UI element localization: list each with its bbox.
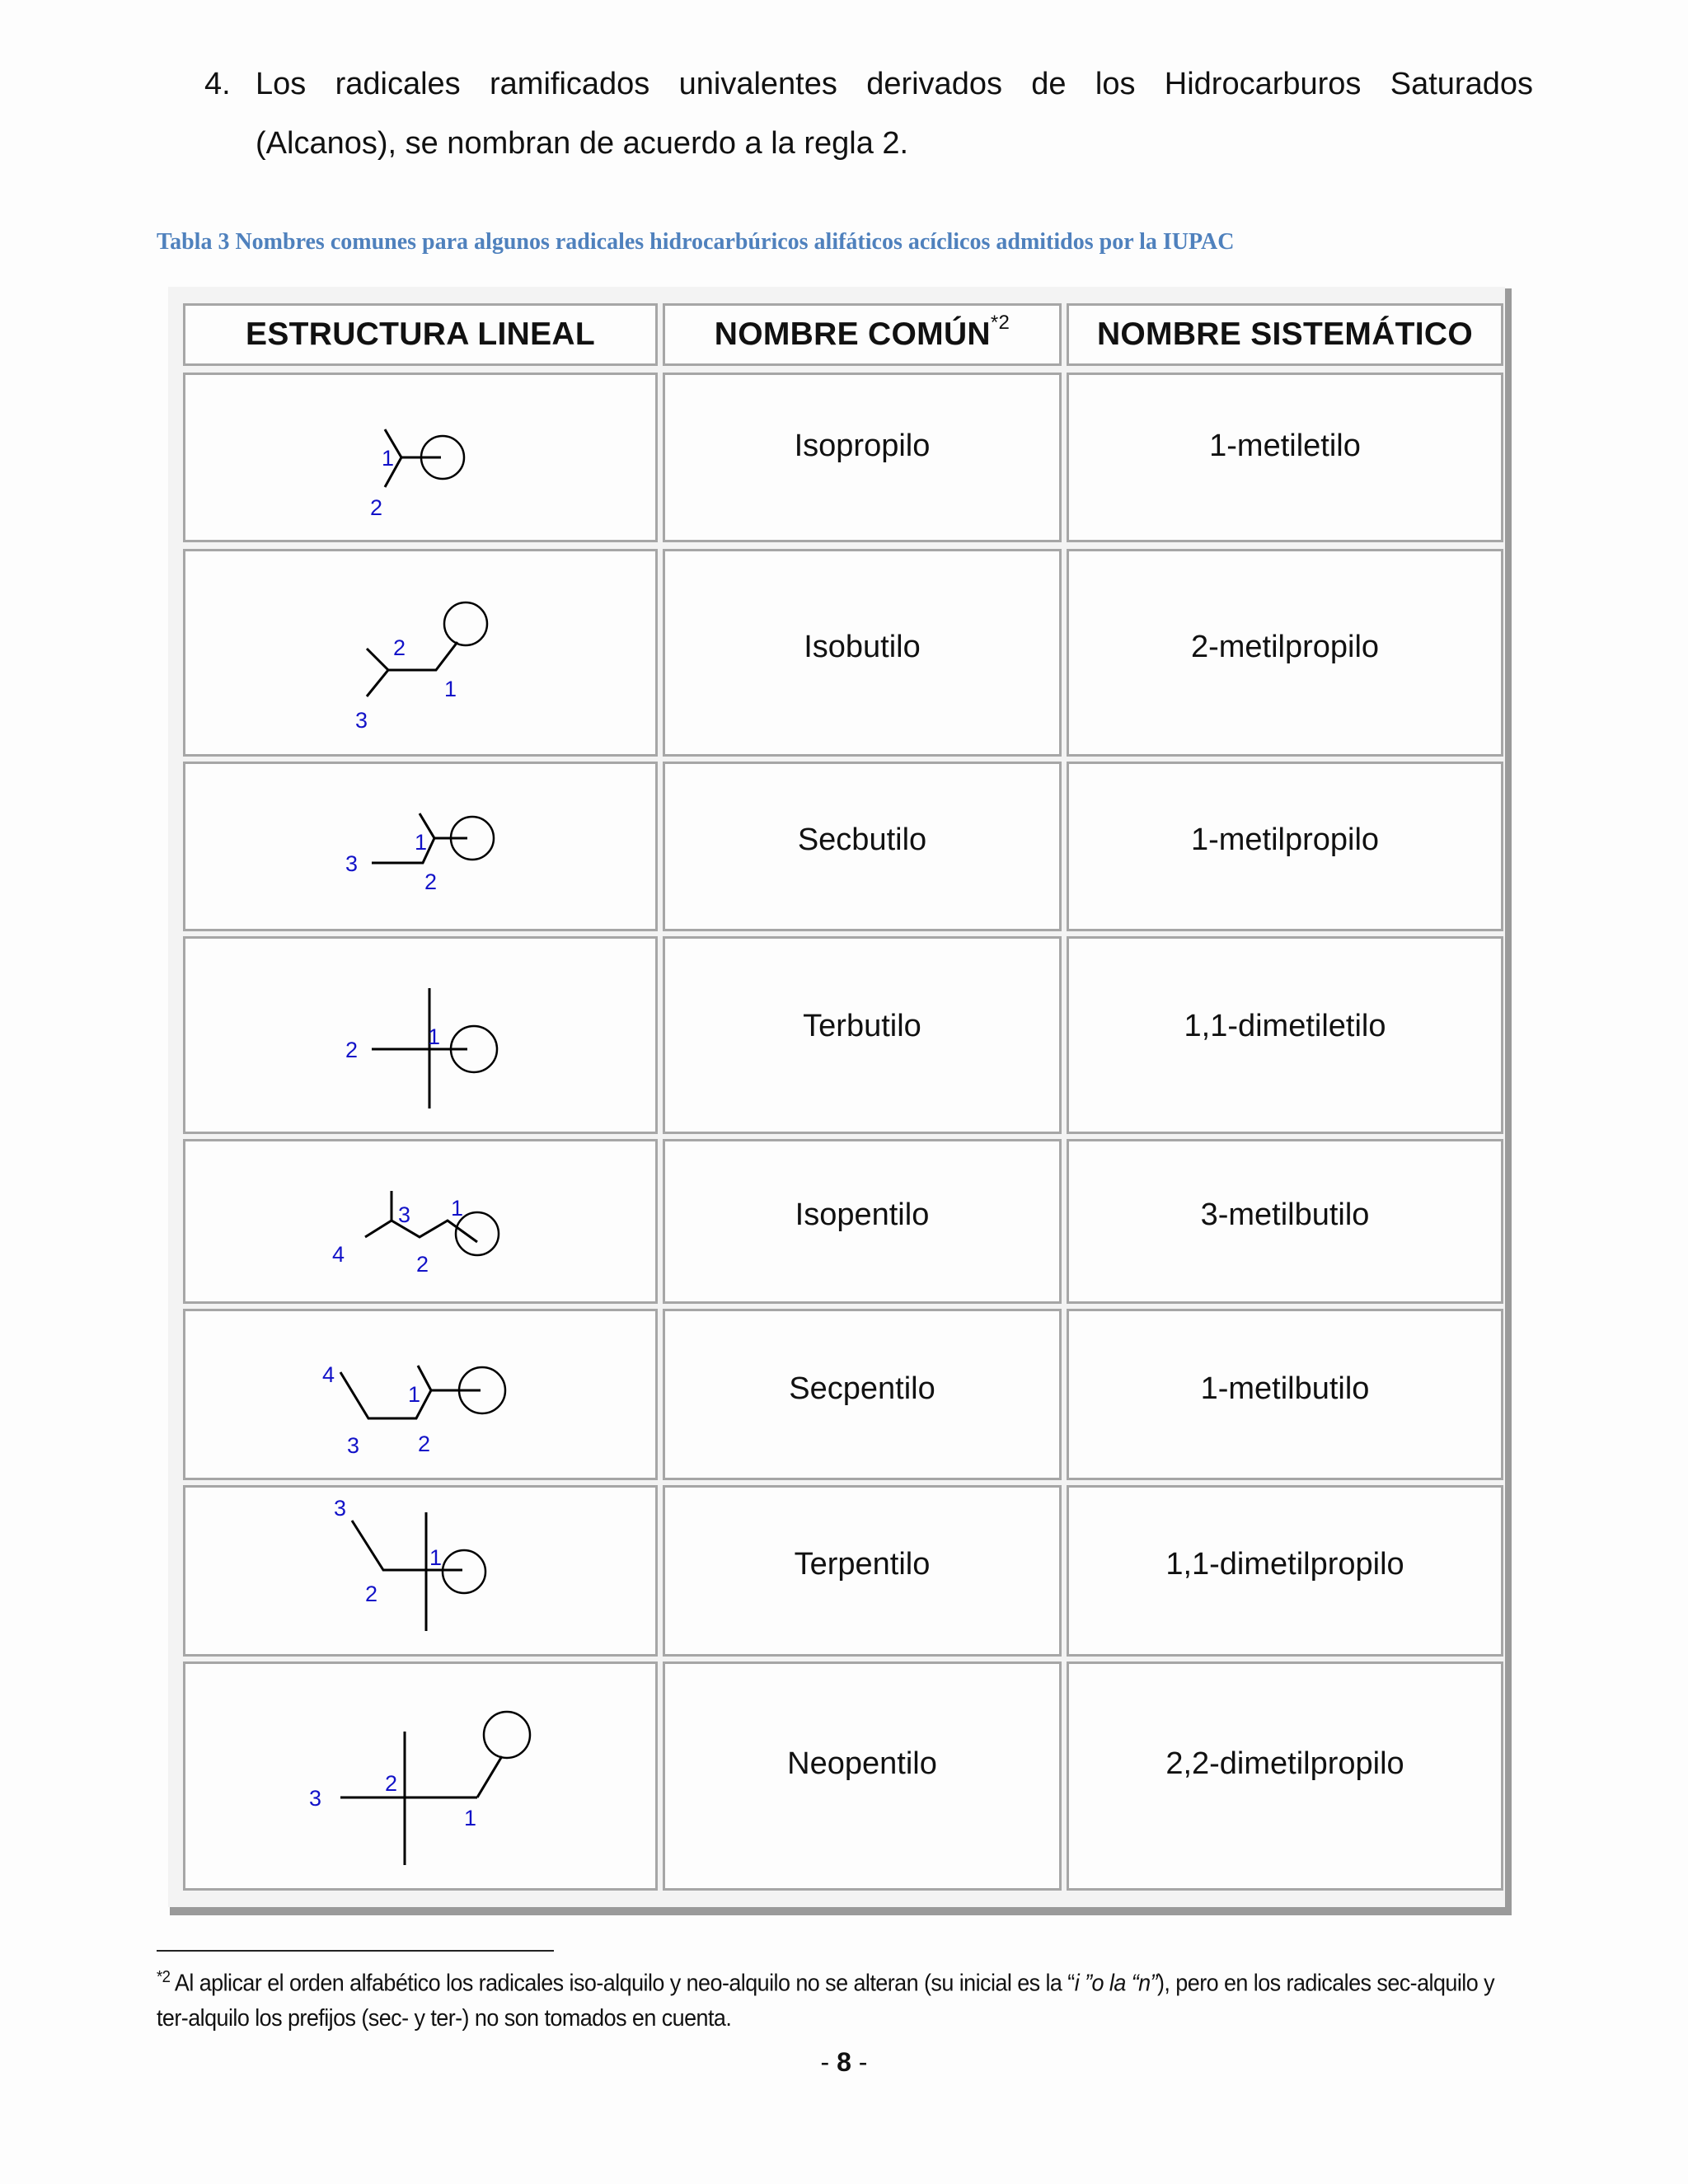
atom-label: 1 xyxy=(382,446,395,471)
systematic-name-cell xyxy=(1067,1139,1503,1304)
list-number: 4. xyxy=(204,67,231,101)
paragraph-line-2: (Alcanos), se nombran de acuerdo a la regla 2. xyxy=(256,126,909,161)
common-name-cell xyxy=(663,373,1062,542)
systematic-name: 1-metilpropilo xyxy=(1190,822,1380,857)
bond xyxy=(352,1521,462,1570)
atom-label: 3 xyxy=(355,708,368,733)
atom-label: 2 xyxy=(370,495,383,520)
common-name: Isobutilo xyxy=(804,629,921,664)
systematic-name: 2-metilpropilo xyxy=(1190,629,1380,664)
attachment-circle xyxy=(444,602,487,645)
systematic-name-cell xyxy=(1067,549,1503,757)
atom-label: 4 xyxy=(322,1362,335,1387)
atom-label: 4 xyxy=(332,1242,345,1267)
atom-label: 3 xyxy=(347,1433,360,1458)
common-name-cell xyxy=(663,936,1062,1134)
common-name: Neopentilo xyxy=(787,1746,937,1781)
common-name-cell xyxy=(663,762,1062,931)
atom-label: 3 xyxy=(334,1496,347,1521)
systematic-name: 3-metilbutilo xyxy=(1200,1197,1370,1232)
systematic-name-cell xyxy=(1067,1485,1503,1657)
structure-tert-butyl xyxy=(183,936,658,1134)
atom-label: 1 xyxy=(429,1545,443,1570)
atom-label: 1 xyxy=(408,1382,421,1407)
atom-label: 1 xyxy=(428,1024,441,1049)
atom-label: 1 xyxy=(444,677,457,701)
footnote-ref: *2 xyxy=(990,312,1010,334)
structure-isobutyl xyxy=(183,549,658,757)
page-prefix: - xyxy=(820,2047,837,2077)
table-caption: Tabla 3 Nombres comunes para algunos radicales hidrocarbúricos alifáticos acíclicos admitidos por la IUPAC xyxy=(157,229,1235,255)
header-systematic-label: NOMBRE SISTEMÁTICO xyxy=(1096,316,1474,352)
common-name: Secpentilo xyxy=(789,1371,935,1406)
common-name-cell xyxy=(663,549,1062,757)
atom-label: 2 xyxy=(418,1432,431,1456)
header-structure xyxy=(183,303,658,366)
header-structure-label: ESTRUCTURA LINEAL xyxy=(246,316,595,352)
page-number xyxy=(0,2047,1688,2078)
atom-label: 1 xyxy=(464,1806,477,1830)
bond xyxy=(367,649,388,696)
structure-neopentyl xyxy=(183,1661,658,1891)
atom-label: 2 xyxy=(393,635,406,660)
atom-label: 3 xyxy=(398,1202,411,1227)
bond xyxy=(477,1756,502,1797)
radicals-table xyxy=(168,287,1505,1907)
header-systematic-name xyxy=(1067,303,1503,366)
atom-label: 2 xyxy=(365,1582,378,1606)
common-name-cell xyxy=(663,1485,1062,1657)
structure-isopropyl xyxy=(183,373,658,542)
common-name: Isopentilo xyxy=(795,1197,930,1232)
footnote-text-a: Al aplicar el orden alfabético los radicales iso-alquilo y neo-alquilo no se alteran (su inicial es la “ xyxy=(170,1970,1075,1997)
atom-label: 3 xyxy=(345,851,359,876)
systematic-name: 1-metiletilo xyxy=(1209,428,1361,463)
atom-label: 1 xyxy=(451,1196,464,1221)
bond xyxy=(365,1221,477,1242)
systematic-name: 2,2-dimetilpropilo xyxy=(1165,1746,1404,1781)
footnote-marker: *2 xyxy=(157,1968,171,1986)
header-common-label: NOMBRE COMÚN xyxy=(714,316,991,352)
atom-label: 2 xyxy=(345,1038,359,1062)
attachment-circle xyxy=(443,1550,485,1593)
systematic-name: 1,1-dimetilpropilo xyxy=(1165,1546,1404,1582)
footnote xyxy=(157,1960,1515,2036)
structure-tert-pentyl xyxy=(183,1485,658,1657)
systematic-name-cell xyxy=(1067,1661,1503,1891)
common-name: Terpentilo xyxy=(794,1546,931,1582)
footnote-separator xyxy=(157,1950,554,1952)
structure-sec-butyl xyxy=(183,762,658,931)
systematic-name: 1,1-dimetiletilo xyxy=(1184,1008,1386,1043)
atom-label: 2 xyxy=(416,1252,429,1277)
attachment-circle xyxy=(484,1712,530,1758)
atom-label: 2 xyxy=(385,1771,398,1796)
common-name-cell xyxy=(663,1661,1062,1891)
page-number-value: 8 xyxy=(837,2047,851,2077)
systematic-name: 1-metilbutilo xyxy=(1200,1371,1370,1406)
structure-isopentyl xyxy=(183,1139,658,1304)
common-name-cell xyxy=(663,1139,1062,1304)
atom-label: 2 xyxy=(424,869,438,894)
paragraph-line-1: Los radicales ramificados univalentes derivados de los Hidrocarburos Saturados xyxy=(256,67,1533,101)
atom-label: 1 xyxy=(415,830,428,855)
common-name-cell xyxy=(663,1309,1062,1480)
common-name: Terbutilo xyxy=(803,1008,921,1043)
structure-sec-pentyl xyxy=(183,1309,658,1480)
footnote-italic: i ”o la “n” xyxy=(1074,1970,1158,1997)
systematic-name-cell xyxy=(1067,1309,1503,1480)
footnote-text-b: ), pero en los radicales sec-alquilo y ter-alquilo los prefijos (sec- y ter-) no son tomados en cuenta. xyxy=(157,1970,1495,2032)
paragraph-item-4 xyxy=(204,54,1533,173)
systematic-name-cell xyxy=(1067,373,1503,542)
systematic-name-cell xyxy=(1067,762,1503,931)
systematic-name-cell xyxy=(1067,936,1503,1134)
atom-label: 3 xyxy=(309,1786,322,1811)
page-suffix: - xyxy=(851,2047,868,2077)
common-name: Secbutilo xyxy=(797,822,927,857)
header-common-name xyxy=(663,303,1062,366)
common-name: Isopropilo xyxy=(794,428,931,463)
